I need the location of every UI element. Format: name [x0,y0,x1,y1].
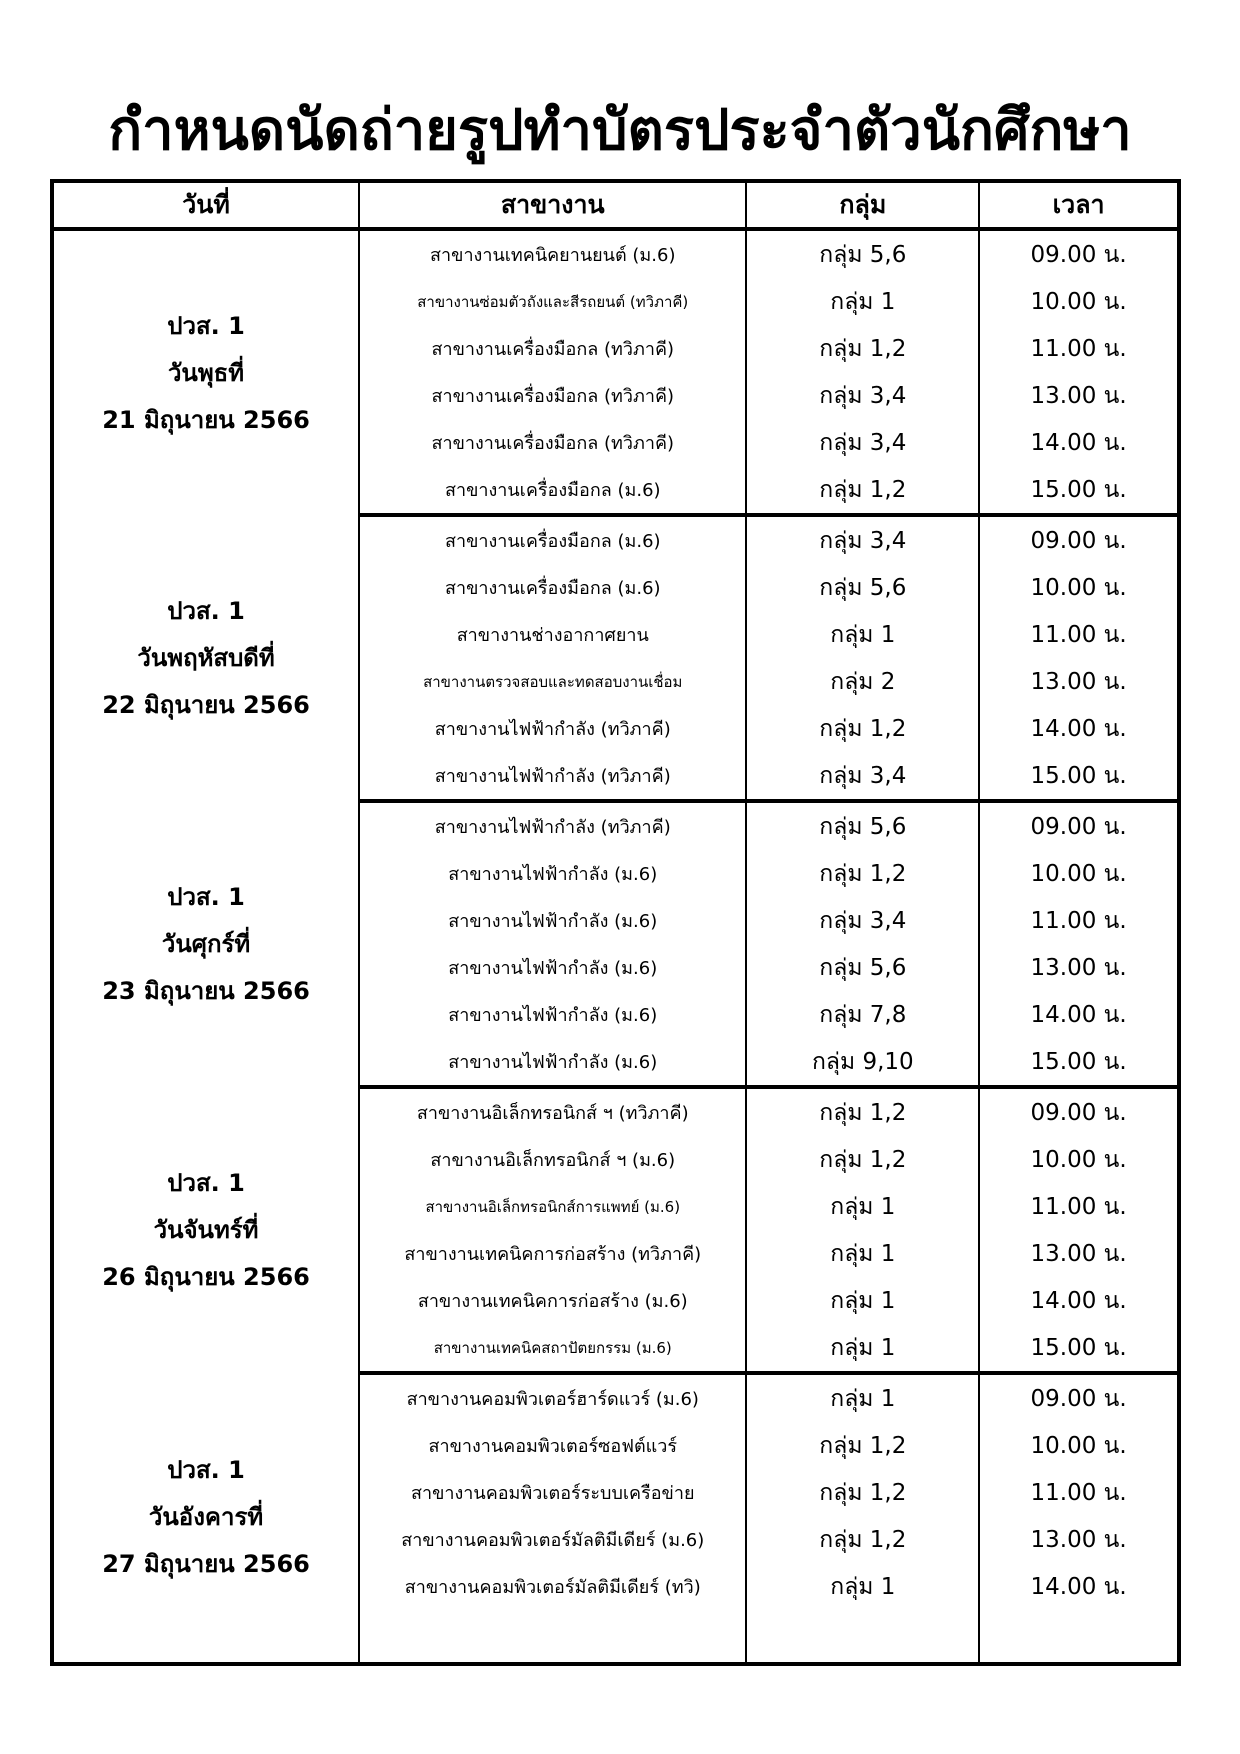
group-cell: กลุ่ม 5,6 [746,801,979,850]
group-cell: กลุ่ม 5,6 [746,229,979,278]
program-cell: สาขางานคอมพิวเตอร์มัลติมีเดียร์ (ม.6) [359,1516,746,1563]
group-cell: กลุ่ม 1 [746,1563,979,1610]
group-cell: กลุ่ม 1,2 [746,325,979,372]
program-cell: สาขางานคอมพิวเตอร์ซอฟต์แวร์ [359,1422,746,1469]
day-weekday: วันอังคารที่ [148,1503,264,1531]
time-cell: 11.00 น. [979,1183,1179,1230]
group-cell: กลุ่ม 7,8 [746,991,979,1038]
time-cell: 13.00 น. [979,372,1179,419]
day-cell [52,1087,359,1373]
program-cell: สาขางานคอมพิวเตอร์ฮาร์ดแวร์ (ม.6) [359,1373,746,1422]
program-cell: สาขางานคอมพิวเตอร์ระบบเครือข่าย [359,1469,746,1516]
time-cell: 11.00 น. [979,1469,1179,1516]
program-cell: สาขางานเทคนิคสถาปัตยกรรม (ม.6) [359,1324,746,1373]
day-cell [52,229,359,515]
table-row [52,515,1179,564]
time-cell: 09.00 น. [979,801,1179,850]
day-weekday: วันจันทร์ที่ [153,1215,259,1244]
page-title: กำหนดนัดถ่ายรูปทำบัตรประจำตัวนักศึกษา [108,98,1132,163]
group-cell: กลุ่ม 3,4 [746,515,979,564]
time-cell: 14.00 น. [979,419,1179,466]
time-cell: 09.00 น. [979,515,1179,564]
time-cell: 14.00 น. [979,705,1179,752]
group-cell: กลุ่ม 1,2 [746,466,979,515]
program-cell: สาขางานไฟฟ้ากำลัง (ม.6) [359,850,746,897]
program-cell: สาขางานเทคนิคยานยนต์ (ม.6) [359,229,746,278]
day-date: 22 มิถุนายน 2566 [102,690,310,719]
day-date: 23 มิถุนายน 2566 [102,976,310,1005]
header-row [52,181,1179,229]
group-cell-empty [746,1610,979,1664]
group-cell: กลุ่ม 1 [746,278,979,325]
table-row [52,229,1179,278]
program-cell: สาขางานไฟฟ้ากำลัง (ม.6) [359,991,746,1038]
time-cell: 15.00 น. [979,1038,1179,1087]
group-cell: กลุ่ม 3,4 [746,419,979,466]
time-cell: 14.00 น. [979,1277,1179,1324]
group-cell: กลุ่ม 1,2 [746,1422,979,1469]
group-cell: กลุ่ม 1,2 [746,1516,979,1563]
day-level: ปวส. 1 [167,596,245,625]
time-cell: 13.00 น. [979,944,1179,991]
group-cell: กลุ่ม 1,2 [746,850,979,897]
group-cell: กลุ่ม 1 [746,1183,979,1230]
day-cell [52,1373,359,1664]
time-cell: 10.00 น. [979,1136,1179,1183]
program-cell: สาขางานไฟฟ้ากำลัง (ทวิภาคี) [359,801,746,850]
program-cell: สาขางานเครื่องมือกล (ม.6) [359,515,746,564]
group-cell: กลุ่ม 3,4 [746,752,979,801]
time-cell: 10.00 น. [979,564,1179,611]
time-cell: 09.00 น. [979,229,1179,278]
time-cell: 14.00 น. [979,1563,1179,1610]
time-cell: 11.00 น. [979,611,1179,658]
table-row [52,1087,1179,1136]
time-cell: 13.00 น. [979,1516,1179,1563]
program-cell: สาขางานซ่อมตัวถังและสีรถยนต์ (ทวิภาคี) [359,278,746,325]
day-date: 27 มิถุนายน 2566 [102,1550,310,1578]
time-cell: 11.00 น. [979,325,1179,372]
group-cell: กลุ่ม 1,2 [746,1469,979,1516]
group-cell: กลุ่ม 1 [746,1373,979,1422]
group-cell: กลุ่ม 3,4 [746,897,979,944]
program-cell-empty [359,1610,746,1664]
group-cell: กลุ่ม 5,6 [746,564,979,611]
day-level: ปวส. 1 [167,882,245,911]
time-cell-empty [979,1610,1179,1664]
program-cell: สาขางานเทคนิคการก่อสร้าง (ม.6) [359,1277,746,1324]
group-cell: กลุ่ม 3,4 [746,372,979,419]
program-cell: สาขางานเครื่องมือกล (ม.6) [359,466,746,515]
time-cell: 10.00 น. [979,278,1179,325]
program-cell: สาขางานเทคนิคการก่อสร้าง (ทวิภาคี) [359,1230,746,1277]
group-cell: กลุ่ม 2 [746,658,979,705]
program-cell: สาขางานเครื่องมือกล (ทวิภาคี) [359,419,746,466]
group-cell: กลุ่ม 1 [746,1324,979,1373]
day-cell [52,515,359,801]
program-cell: สาขางานเครื่องมือกล (ทวิภาคี) [359,372,746,419]
time-cell: 13.00 น. [979,658,1179,705]
program-cell: สาขางานอิเล็กทรอนิกส์การแพทย์ (ม.6) [359,1183,746,1230]
program-cell: สาขางานไฟฟ้ากำลัง (ม.6) [359,944,746,991]
time-cell: 14.00 น. [979,991,1179,1038]
header-group: กลุ่ม [746,181,979,229]
program-cell: สาขางานไฟฟ้ากำลัง (ม.6) [359,897,746,944]
time-cell: 10.00 น. [979,1422,1179,1469]
table-row [52,1373,1179,1422]
header-day: วันที่ [52,181,359,229]
time-cell: 09.00 น. [979,1087,1179,1136]
group-cell: กลุ่ม 5,6 [746,944,979,991]
day-date: 21 มิถุนายน 2566 [102,405,310,434]
day-weekday: วันพุธที่ [167,358,245,387]
day-level: ปวส. 1 [167,1168,245,1197]
program-cell: สาขางานอิเล็กทรอนิกส์ ฯ (ทวิภาคี) [359,1087,746,1136]
day-date: 26 มิถุนายน 2566 [102,1262,310,1291]
program-cell: สาขางานเครื่องมือกล (ทวิภาคี) [359,325,746,372]
time-cell: 09.00 น. [979,1373,1179,1422]
day-weekday: วันศุกร์ที่ [161,929,251,958]
day-weekday: วันพฤหัสบดีที่ [137,643,275,672]
group-cell: กลุ่ม 9,10 [746,1038,979,1087]
group-cell: กลุ่ม 1,2 [746,1087,979,1136]
group-cell: กลุ่ม 1 [746,1230,979,1277]
time-cell: 11.00 น. [979,897,1179,944]
time-cell: 13.00 น. [979,1230,1179,1277]
group-cell: กลุ่ม 1 [746,1277,979,1324]
program-cell: สาขางานไฟฟ้ากำลัง (ทวิภาคี) [359,705,746,752]
program-cell: สาขางานอิเล็กทรอนิกส์ ฯ (ม.6) [359,1136,746,1183]
program-cell: สาขางานตรวจสอบและทดสอบงานเชื่อม [359,658,746,705]
group-cell: กลุ่ม 1,2 [746,705,979,752]
day-level: ปวส. 1 [167,311,245,340]
time-cell: 15.00 น. [979,752,1179,801]
table-row [52,801,1179,850]
group-cell: กลุ่ม 1,2 [746,1136,979,1183]
header-time: เวลา [979,181,1179,229]
program-cell: สาขางานเครื่องมือกล (ม.6) [359,564,746,611]
group-cell: กลุ่ม 1 [746,611,979,658]
day-cell [52,801,359,1087]
time-cell: 15.00 น. [979,1324,1179,1373]
program-cell: สาขางานคอมพิวเตอร์มัลติมีเดียร์ (ทวิ) [359,1563,746,1610]
day-level: ปวส. 1 [167,1456,245,1484]
header-program: สาขางาน [359,181,746,229]
schedule-table [50,179,1181,1666]
time-cell: 10.00 น. [979,850,1179,897]
program-cell: สาขางานช่างอากาศยาน [359,611,746,658]
time-cell: 15.00 น. [979,466,1179,515]
program-cell: สาขางานไฟฟ้ากำลัง (ม.6) [359,1038,746,1087]
program-cell: สาขางานไฟฟ้ากำลัง (ทวิภาคี) [359,752,746,801]
